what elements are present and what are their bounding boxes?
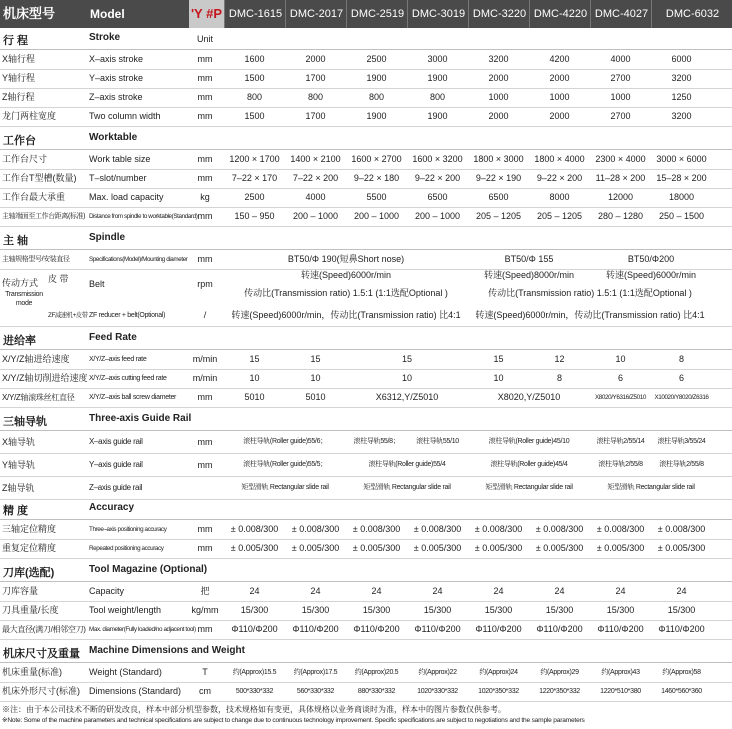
cell: 1000 bbox=[488, 92, 509, 102]
cell: ± 0.005/300 bbox=[352, 543, 401, 553]
belt-label-cn: 皮 带 bbox=[48, 274, 69, 284]
cell: 10 bbox=[310, 373, 321, 383]
model-col-2: DMC-2017 bbox=[285, 0, 347, 28]
row-unit: cm bbox=[199, 686, 211, 696]
cell: BT50/Φ 190(短鼻Short nose) bbox=[287, 254, 405, 264]
cell: 10 bbox=[493, 373, 504, 383]
row-label-cn: 龙门两柱宽度 bbox=[2, 111, 57, 121]
section-title-en: Accuracy bbox=[89, 502, 135, 513]
cell: 1900 bbox=[427, 111, 448, 121]
cell: 转速(Speed)6000r/min bbox=[300, 270, 392, 280]
section-title-cn: 主 轴 bbox=[3, 235, 29, 247]
row-label-en: Weight (Standard) bbox=[89, 667, 162, 677]
row-label-en: Distance from spindle to worktable(Standard) bbox=[89, 213, 198, 220]
cell: 24 bbox=[371, 586, 382, 596]
note-en: ※Note: Some of the machine parameters and technical specifications are subject to change due to continuous technology improvement. Specific specifications are subject to negotiations and the sample parameters bbox=[2, 717, 585, 724]
table-row bbox=[0, 388, 732, 408]
model-col-1: DMC-1615 bbox=[224, 0, 286, 28]
cell: 约(Approx)20.5 bbox=[354, 669, 399, 676]
row-label-cn: 主轴端面至工作台距离(标准) bbox=[2, 213, 86, 220]
cell: 15/300 bbox=[240, 605, 269, 615]
cell: 1900 bbox=[366, 73, 387, 83]
cell: 约(Approx)22 bbox=[418, 669, 457, 676]
cell: 5500 bbox=[366, 192, 387, 202]
cell: 滚柱导轨3/55/24 bbox=[657, 438, 706, 445]
cell: ± 0.005/300 bbox=[535, 543, 584, 553]
row-label-cn: X/Y/Z轴进给速度 bbox=[2, 354, 70, 364]
cell: 约(Approx)24 bbox=[479, 669, 518, 676]
row-label-cn: 工作台T型槽(数量) bbox=[2, 173, 77, 183]
cell: 15 bbox=[493, 354, 504, 364]
row-unit: kg bbox=[200, 192, 210, 202]
cell: 3200 bbox=[671, 111, 692, 121]
cell: ± 0.005/300 bbox=[230, 543, 279, 553]
table-row bbox=[0, 582, 732, 602]
row-label-cn: 工作台最大承重 bbox=[2, 192, 66, 202]
model-col-8: DMC-6032 bbox=[651, 0, 732, 28]
cell: 1000 bbox=[610, 92, 631, 102]
row-unit: mm bbox=[197, 173, 213, 183]
cell: 滚柱导轨55/8； bbox=[353, 438, 400, 445]
cell: 500*330*332 bbox=[235, 688, 274, 695]
cell: 24 bbox=[554, 586, 565, 596]
cell: 560*330*332 bbox=[296, 688, 335, 695]
cell: 3000 bbox=[427, 54, 448, 64]
cell: ± 0.008/300 bbox=[413, 524, 462, 534]
cell: 6000 bbox=[671, 54, 692, 64]
section-title-cn: 工作台 bbox=[3, 135, 36, 147]
table-row bbox=[0, 601, 732, 621]
cell: 约(Approx)29 bbox=[540, 669, 579, 676]
cell: ± 0.008/300 bbox=[657, 524, 706, 534]
cell: ± 0.005/300 bbox=[474, 543, 523, 553]
cell: 12 bbox=[554, 354, 565, 364]
cell: ± 0.008/300 bbox=[230, 524, 279, 534]
cell: 6 bbox=[678, 373, 684, 383]
row-label-en: Y–axis guide rail bbox=[89, 460, 143, 469]
row-label-cn: Z轴导轨 bbox=[2, 483, 35, 493]
section-title-en: Machine Dimensions and Weight bbox=[89, 645, 245, 656]
section-worktable bbox=[0, 130, 732, 150]
row-label-en: X/Y/Z–axis ball screw diameter bbox=[89, 394, 177, 401]
row-label-cn: 机床外形尺寸(标准) bbox=[2, 686, 80, 696]
cell: 15/300 bbox=[484, 605, 513, 615]
table-row bbox=[0, 188, 732, 208]
cell: 1700 bbox=[305, 73, 326, 83]
cell: ± 0.005/300 bbox=[413, 543, 462, 553]
cell: 9–22 × 200 bbox=[414, 173, 461, 183]
cell: 滚柱导轨55/10 bbox=[416, 438, 459, 445]
cell: 滚柱导轨(Roller guide)55/6； bbox=[243, 438, 327, 445]
table-row bbox=[0, 169, 732, 189]
cell: 800 bbox=[429, 92, 446, 102]
row-unit: mm bbox=[197, 543, 213, 553]
row-label-cn: 最大直径(满刀/相邻空刀) bbox=[2, 625, 86, 634]
row-unit: mm bbox=[197, 254, 213, 264]
table-row bbox=[0, 150, 732, 170]
row-label-en: Dimensions (Standard) bbox=[89, 686, 182, 696]
section-title-cn: 三轴导轨 bbox=[3, 416, 47, 428]
table-row bbox=[0, 539, 732, 559]
cell: Φ110/Φ200 bbox=[658, 624, 705, 634]
cell: 15/300 bbox=[667, 605, 696, 615]
row-unit: mm bbox=[197, 392, 213, 402]
cell: 205 – 1205 bbox=[475, 211, 522, 221]
cell: 800 bbox=[246, 92, 263, 102]
table-row bbox=[0, 477, 732, 500]
cell: 1400 × 2100 bbox=[290, 154, 341, 164]
cell: ± 0.008/300 bbox=[291, 524, 340, 534]
row-label-en: Specifications(Model)/Mounting diameter bbox=[89, 256, 188, 263]
table-row bbox=[0, 69, 732, 89]
cell: 5010 bbox=[305, 392, 326, 402]
cell: 1500 bbox=[244, 73, 265, 83]
cell: 3200 bbox=[671, 73, 692, 83]
row-unit: mm bbox=[197, 460, 213, 470]
cell: 2300 × 4000 bbox=[595, 154, 646, 164]
cell: 200 – 1000 bbox=[414, 211, 461, 221]
row-label-en: Three–axis positioning accuracy bbox=[89, 526, 167, 533]
table-row bbox=[0, 50, 732, 70]
cell: ± 0.005/300 bbox=[657, 543, 706, 553]
row-unit: mm bbox=[197, 524, 213, 534]
row-label-en: X/Y/Z–axis feed rate bbox=[89, 356, 147, 363]
cell: 1700 bbox=[305, 111, 326, 121]
header-unit: 'Y #P bbox=[189, 0, 224, 28]
section-feed bbox=[0, 330, 732, 350]
row-label-en: Max. diameter(Fully loaded/no adjacent tool) bbox=[89, 626, 196, 633]
row-unit: kg/mm bbox=[191, 605, 219, 615]
row-label-en: X/Y/Z–axis cutting feed rate bbox=[89, 375, 167, 382]
table-row bbox=[0, 520, 732, 540]
unit-label: Unit bbox=[196, 34, 213, 44]
cell: 转速(Speed)6000r/min，传动比(Transmission ratio) 比4:1 bbox=[231, 310, 461, 320]
cell: ± 0.005/300 bbox=[596, 543, 645, 553]
table-row bbox=[0, 620, 732, 640]
cell: 1220*510*380 bbox=[600, 688, 641, 695]
cell: Φ110/Φ200 bbox=[292, 624, 339, 634]
cell: ± 0.005/300 bbox=[291, 543, 340, 553]
cell: 1800 × 4000 bbox=[534, 154, 585, 164]
model-col-7: DMC-4027 bbox=[590, 0, 652, 28]
cell: 1020*350*332 bbox=[478, 688, 519, 695]
row-label-en: Transmission mode bbox=[5, 291, 43, 307]
cell: Φ110/Φ200 bbox=[414, 624, 461, 634]
row-unit: 把 bbox=[200, 586, 210, 596]
cell: 6500 bbox=[427, 192, 448, 202]
row-unit: m/min bbox=[192, 373, 218, 383]
table-row bbox=[0, 369, 732, 389]
section-title-cn: 机床尺寸及重量 bbox=[3, 648, 80, 660]
row-label-en: Repeated positioning accuracy bbox=[89, 545, 164, 552]
cell: 15 bbox=[310, 354, 321, 364]
model-col-6: DMC-4220 bbox=[529, 0, 591, 28]
cell: 24 bbox=[493, 586, 504, 596]
table-row bbox=[0, 663, 732, 683]
row-unit: mm bbox=[197, 54, 213, 64]
section-spindle bbox=[0, 230, 732, 250]
cell: BT50/Φ 155 bbox=[504, 254, 554, 264]
table-row bbox=[0, 88, 732, 108]
model-col-3: DMC-2519 bbox=[346, 0, 408, 28]
cell: Φ110/Φ200 bbox=[231, 624, 278, 634]
cell: 6500 bbox=[488, 192, 509, 202]
cell: 3000 × 6000 bbox=[656, 154, 707, 164]
table-row bbox=[0, 682, 732, 702]
cell: ± 0.008/300 bbox=[474, 524, 523, 534]
cell: 4000 bbox=[305, 192, 326, 202]
cell: 9–22 × 190 bbox=[475, 173, 522, 183]
row-label-cn: Y轴行程 bbox=[2, 73, 36, 83]
section-title-cn: 行 程 bbox=[3, 35, 29, 47]
cell: 2000 bbox=[305, 54, 326, 64]
row-label-cn: X/Y/Z轴滚珠丝杠直径 bbox=[2, 393, 75, 402]
cell: Φ110/Φ200 bbox=[353, 624, 400, 634]
cell: Φ110/Φ200 bbox=[536, 624, 583, 634]
cell: 约(Approx)58 bbox=[662, 669, 701, 676]
row-label-cn: 刀具重量/长度 bbox=[2, 605, 59, 615]
cell: ± 0.008/300 bbox=[352, 524, 401, 534]
row-label-en: X–axis guide rail bbox=[89, 437, 143, 446]
section-guide bbox=[0, 411, 732, 431]
cell: 1900 bbox=[427, 73, 448, 83]
reducer-label-en: ZF reducer + belt(Optional) bbox=[89, 312, 166, 319]
cell: BT50/Φ200 bbox=[627, 254, 675, 264]
cell: 10 bbox=[401, 373, 412, 383]
section-title-en: Worktable bbox=[89, 132, 138, 143]
cell: 4000 bbox=[610, 54, 631, 64]
row-label-cn: 主轴规格型号/安装直径 bbox=[2, 256, 70, 263]
cell: 11–28 × 200 bbox=[595, 173, 646, 183]
cell: 8 bbox=[678, 354, 684, 364]
table-row bbox=[0, 350, 732, 370]
cell: 滚柱导轨(Roller guide)45/10 bbox=[488, 438, 570, 445]
header-model-en: Model bbox=[90, 7, 125, 21]
row-unit: mm bbox=[197, 111, 213, 121]
section-accuracy bbox=[0, 500, 732, 520]
cell: 2500 bbox=[366, 54, 387, 64]
cell: 约(Approx)17.5 bbox=[293, 669, 338, 676]
row-unit: mm bbox=[197, 92, 213, 102]
belt-unit: rpm bbox=[197, 279, 213, 289]
cell: 1800 × 3000 bbox=[473, 154, 524, 164]
cell: X6312,Y/Z5010 bbox=[375, 392, 439, 402]
cell: 200 – 1000 bbox=[292, 211, 339, 221]
row-label-cn: 刀库容量 bbox=[2, 586, 39, 596]
cell: 滚柱导轨2/55/14 bbox=[596, 438, 645, 445]
table-row bbox=[0, 207, 732, 227]
cell: 2700 bbox=[610, 111, 631, 121]
section-title-en: Tool Magazine (Optional) bbox=[89, 564, 208, 575]
cell: 1600 × 3200 bbox=[412, 154, 463, 164]
cell: 12000 bbox=[607, 192, 634, 202]
row-label-cn: Y轴导轨 bbox=[2, 460, 36, 470]
section-tool bbox=[0, 562, 732, 582]
row-label-en: Z–axis guide rail bbox=[89, 483, 143, 492]
section-title-cn: 刀库(选配) bbox=[3, 567, 55, 579]
cell: 传动比(Transmission ratio) 1.5:1 (1:1选配Optional ) bbox=[244, 288, 448, 298]
cell: 矩型滑轨 Rectangular slide rail bbox=[485, 484, 573, 491]
row-label-en: Work table size bbox=[89, 154, 151, 164]
row-unit: mm bbox=[197, 154, 213, 164]
cell: 2700 bbox=[610, 73, 631, 83]
cell: 1500 bbox=[244, 111, 265, 121]
cell: 2000 bbox=[488, 73, 509, 83]
row-unit: mm bbox=[197, 73, 213, 83]
cell: 8000 bbox=[549, 192, 570, 202]
cell: 150 – 950 bbox=[234, 211, 275, 221]
cell: 1020*330*332 bbox=[417, 688, 458, 695]
row-unit: mm bbox=[197, 624, 213, 634]
cell: 1600 × 2700 bbox=[351, 154, 402, 164]
cell: ± 0.008/300 bbox=[535, 524, 584, 534]
model-col-4: DMC-3019 bbox=[407, 0, 469, 28]
row-unit: T bbox=[202, 667, 208, 677]
row-unit: m/min bbox=[192, 354, 218, 364]
table-row bbox=[0, 431, 732, 454]
row-unit: mm bbox=[197, 211, 213, 221]
row-label-en: X–axis stroke bbox=[89, 54, 144, 64]
cell: X8020,Y/Z5010 bbox=[497, 392, 561, 402]
cell: 15/300 bbox=[301, 605, 330, 615]
row-label-cn: Z轴行程 bbox=[2, 92, 35, 102]
cell: X10020/Y8020/Z6316 bbox=[654, 394, 709, 401]
cell: 205 – 1205 bbox=[536, 211, 583, 221]
section-dims bbox=[0, 643, 732, 663]
cell: 15/300 bbox=[545, 605, 574, 615]
cell: 6 bbox=[617, 373, 623, 383]
cell: 转速(Speed)8000r/min bbox=[483, 270, 575, 280]
cell: 转速(Speed)6000r/min bbox=[605, 270, 697, 280]
section-title-cn: 精 度 bbox=[3, 505, 29, 517]
cell: 1900 bbox=[366, 111, 387, 121]
cell: 滚柱导轨(Roller guide)55/5； bbox=[243, 461, 327, 468]
cell: 约(Approx)15.5 bbox=[232, 669, 277, 676]
table-row bbox=[0, 454, 732, 477]
section-title-cn: 进给率 bbox=[3, 335, 36, 347]
cell: 15/300 bbox=[606, 605, 635, 615]
cell: 8 bbox=[556, 373, 562, 383]
cell: 7–22 × 200 bbox=[292, 173, 339, 183]
cell: 15 bbox=[401, 354, 412, 364]
cell: 2000 bbox=[488, 111, 509, 121]
cell: 15/300 bbox=[362, 605, 391, 615]
row-label-en: Two column width bbox=[89, 111, 161, 121]
cell: 1200 × 1700 bbox=[229, 154, 280, 164]
section-title-en: Stroke bbox=[89, 32, 121, 43]
cell: 15/300 bbox=[423, 605, 452, 615]
cell: 800 bbox=[368, 92, 385, 102]
section-title-en: Three-axis Guide Rail bbox=[89, 413, 192, 424]
cell: 1220*350*332 bbox=[539, 688, 580, 695]
cell: 24 bbox=[310, 586, 321, 596]
row-label-cn: 三轴定位精度 bbox=[2, 524, 57, 534]
cell: Φ110/Φ200 bbox=[475, 624, 522, 634]
cell: 24 bbox=[676, 586, 687, 596]
header-model-cn: 机床型号 bbox=[3, 6, 56, 21]
cell: 2500 bbox=[244, 192, 265, 202]
row-label-cn: 机床重量(标准) bbox=[2, 667, 62, 677]
cell: 滚柱导轨2/55/8 bbox=[598, 461, 643, 468]
cell: 15–28 × 200 bbox=[656, 173, 707, 183]
cell: 7–22 × 170 bbox=[231, 173, 278, 183]
cell: 4200 bbox=[549, 54, 570, 64]
cell: Φ110/Φ200 bbox=[597, 624, 644, 634]
row-label-cn: X/Y/Z轴切削进给速度 bbox=[2, 373, 88, 383]
row-label-en: Max. load capacity bbox=[89, 192, 164, 202]
cell: 880*330*332 bbox=[357, 688, 396, 695]
cell: 9–22 × 180 bbox=[353, 173, 400, 183]
cell: 18000 bbox=[668, 192, 695, 202]
cell: 2000 bbox=[549, 73, 570, 83]
cell: 800 bbox=[307, 92, 324, 102]
cell: 10 bbox=[615, 354, 626, 364]
cell: X8020/Y6316/Z5010 bbox=[595, 394, 646, 401]
row-label-en: T–slot/number bbox=[89, 173, 147, 183]
cell: 1250 bbox=[671, 92, 692, 102]
transmission-block bbox=[0, 270, 732, 327]
row-label-en: Y–axis stroke bbox=[89, 73, 144, 83]
cell: 5010 bbox=[244, 392, 265, 402]
table-header bbox=[0, 0, 732, 28]
cell: 24 bbox=[615, 586, 626, 596]
model-col-5: DMC-3220 bbox=[468, 0, 530, 28]
reducer-label-cn: ZF减速机+皮带 bbox=[48, 312, 88, 319]
table-row bbox=[0, 107, 732, 127]
cell: 转速(Speed)6000r/min，传动比(Transmission ratio) 比4:1 bbox=[475, 310, 705, 320]
row-unit: mm bbox=[197, 437, 213, 447]
row-label-cn: X轴导轨 bbox=[2, 437, 36, 447]
cell: 9–22 × 200 bbox=[536, 173, 583, 183]
section-title-en: Spindle bbox=[89, 232, 126, 243]
cell: 10 bbox=[249, 373, 260, 383]
cell: 1460*560*360 bbox=[661, 688, 702, 695]
row-label-cn: 工作台尺寸 bbox=[2, 154, 48, 164]
cell: 24 bbox=[249, 586, 260, 596]
belt-label-en: Belt bbox=[89, 279, 105, 289]
cell: 矩型滑轨 Rectangular slide rail bbox=[241, 484, 329, 491]
cell: ± 0.008/300 bbox=[596, 524, 645, 534]
cell: 滚柱导轨2/55/8 bbox=[659, 461, 704, 468]
row-label-en: Z–axis stroke bbox=[89, 92, 143, 102]
cell: 3200 bbox=[488, 54, 509, 64]
row-label-en: Tool weight/length bbox=[89, 605, 162, 615]
cell: 2000 bbox=[549, 111, 570, 121]
note-cn: ※注：由于本公司技术不断的研发改良，样本中部分机型参数，技术规格如有变更，具体规格以业务商谈时为准，样本中的图片参数仅供参考。 bbox=[2, 705, 506, 714]
section-stroke bbox=[0, 30, 732, 50]
row-label-cn: X轴行程 bbox=[2, 54, 36, 64]
cell: 250 – 1500 bbox=[658, 211, 705, 221]
cell: 1000 bbox=[549, 92, 570, 102]
row-label-en: Capacity bbox=[89, 586, 125, 596]
cell: 矩型滑轨 Rectangular slide rail bbox=[607, 484, 695, 491]
row-label-cn: 传动方式 bbox=[2, 278, 39, 288]
cell: 24 bbox=[432, 586, 443, 596]
cell: 矩型滑轨 Rectangular slide rail bbox=[363, 484, 451, 491]
cell: 滚柱导轨(Roller guide)45/4 bbox=[490, 461, 568, 468]
reducer-unit: / bbox=[203, 310, 207, 320]
cell: 15 bbox=[249, 354, 260, 364]
cell: 滚柱导轨(Roller guide)55/4 bbox=[368, 461, 446, 468]
cell: 280 – 1280 bbox=[597, 211, 644, 221]
cell: 约(Approx)43 bbox=[601, 669, 640, 676]
cell: 传动比(Transmission ratio) 1.5:1 (1:1选配Optional ) bbox=[488, 288, 692, 298]
cell: 200 – 1000 bbox=[353, 211, 400, 221]
section-title-en: Feed Rate bbox=[89, 332, 137, 343]
cell: 1600 bbox=[244, 54, 265, 64]
row-label-cn: 重复定位精度 bbox=[2, 543, 57, 553]
